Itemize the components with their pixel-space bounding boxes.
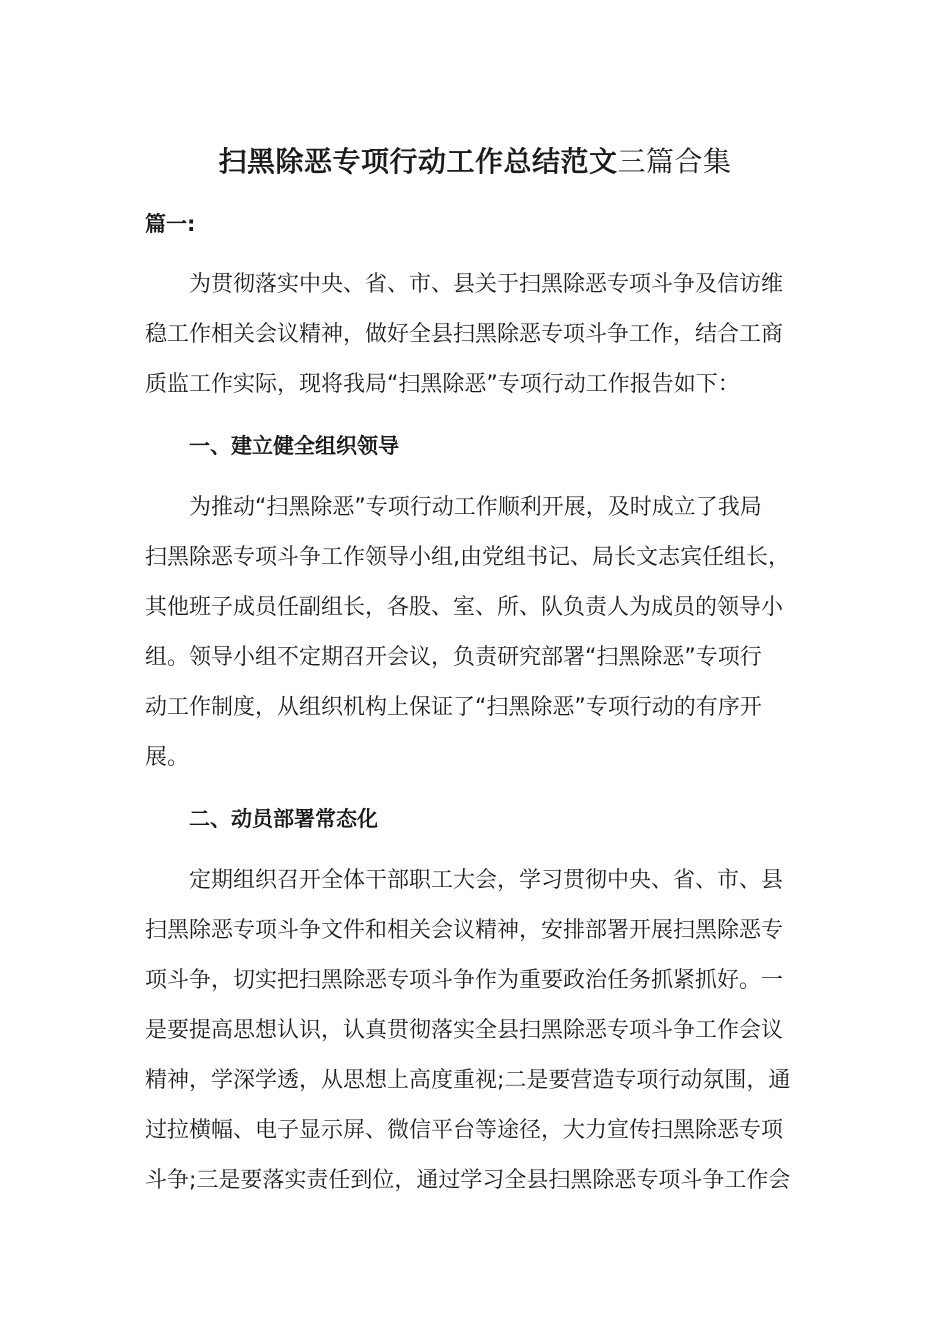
paragraph-line: 为贯彻落实中央、省、市、县关于扫黑除恶专项斗争及信访维: [189, 272, 784, 297]
paragraph-line: 过拉横幅、电子显示屏、微信平台等途径，大力宣传扫黑除恶专项: [145, 1118, 784, 1143]
paragraph-line: 其他班子成员任副组长，各股、室、所、队负责人为成员的领导小: [145, 595, 784, 620]
paragraph-line: 组。领导小组不定期召开会议，负责研究部署“扫黑除恶”专项行: [145, 645, 762, 670]
paragraph-line: 是要提高思想认识，认真贯彻落实全县扫黑除恶专项斗争工作会议: [145, 1018, 784, 1043]
paragraph-line: 精神，学深学透，从思想上高度重视;二是要营造专项行动氛围，通: [145, 1068, 791, 1093]
paragraph-line: 定期组织召开全体干部职工大会，学习贯彻中央、省、市、县: [189, 868, 784, 893]
section-heading: 一、建立健全组织领导: [189, 434, 399, 458]
section-heading: 二、动员部署常态化: [189, 807, 378, 831]
paragraph-line: 扫黑除恶专项斗争文件和相关会议精神，安排部署开展扫黑除恶专: [145, 918, 784, 943]
document-title-main: 扫黑除恶专项行动工作总结范文: [218, 145, 618, 178]
paragraph-line: 动工作制度，从组织机构上保证了“扫黑除恶”专项行动的有序开: [145, 695, 762, 720]
paragraph-line: 项斗争，切实把扫黑除恶专项斗争作为重要政治任务抓紧抓好。一: [145, 968, 784, 993]
paragraph-line: 斗争;三是要落实责任到位，通过学习全县扫黑除恶专项斗争工作会: [145, 1168, 791, 1193]
paragraph-line: 质监工作实际，现将我局“扫黑除恶”专项行动工作报告如下：: [145, 372, 740, 397]
paragraph-line: 展。: [145, 745, 190, 770]
section-label: 篇一:: [145, 212, 196, 236]
paragraph-line: 稳工作相关会议精神，做好全县扫黑除恶专项斗争工作，结合工商: [145, 322, 784, 347]
paragraph-line: 为推动“扫黑除恶”专项行动工作顺利开展，及时成立了我局: [189, 495, 762, 520]
paragraph-line: 扫黑除恶专项斗争工作领导小组,由党组书记、局长文志宾任组长，: [145, 545, 790, 570]
document-title-suffix: 三篇合集: [617, 145, 732, 178]
document-title: [0, 142, 950, 182]
